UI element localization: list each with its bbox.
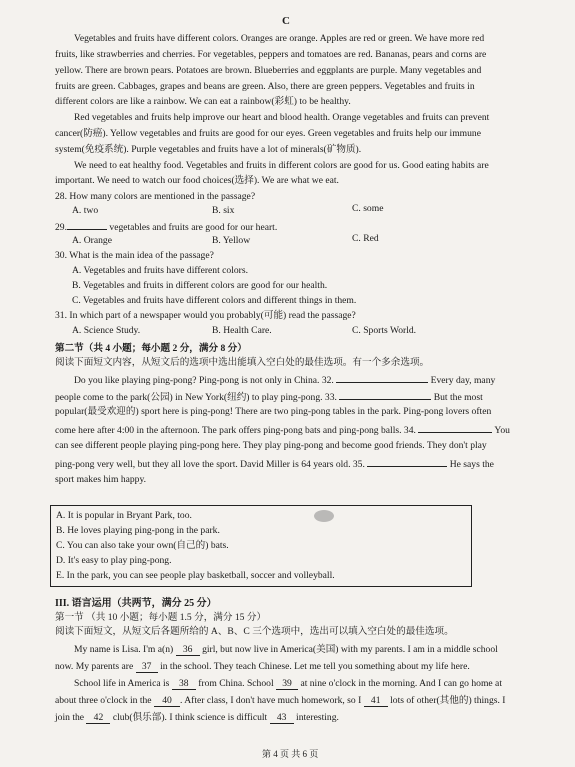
part3-line-1 [74, 644, 498, 656]
option-b[interactable]: B. He loves playing ping-pong in the park. [56, 525, 220, 536]
question-31: 31. In which part of a newspaper would you probably(可能) read the passage? [55, 310, 356, 321]
blank-38[interactable]: 38 [172, 679, 196, 690]
blank-32[interactable] [336, 373, 428, 383]
q28-option-c[interactable]: C. some [352, 203, 384, 214]
part3-text: at nine o'clock in the morning. And I can go home at [300, 678, 502, 689]
part3-text: girl, but now live in America(美国) with my parents. I am in a middle school [202, 644, 498, 655]
part3-line-3 [74, 678, 502, 690]
q29-option-b[interactable]: B. Yellow [212, 235, 251, 246]
part3-text: School life in America is [74, 678, 170, 689]
blank-42[interactable]: 42 [86, 713, 110, 724]
passage-line: Red vegetables and fruits help improve our heart and blood health. Orange vegetables and fruits can prevent [74, 112, 490, 123]
blank-41[interactable]: 41 [364, 696, 388, 707]
part3-line-2 [55, 661, 470, 673]
part3-line-5 [55, 712, 339, 724]
part3-text: . After class, I don't have much homework, so I [179, 695, 362, 706]
part3-text: about three o'clock in the [55, 695, 152, 706]
passage-line: cancer(防癌). Yellow vegetables and fruits are good for our eyes. Green vegetables and fruits help our immune [55, 128, 481, 139]
blank-43[interactable]: 43 [270, 713, 294, 724]
option-e[interactable]: E. In the park, you can see people play basketball, soccer and volleyball. [56, 570, 335, 581]
part2-text: He says the [449, 459, 494, 470]
part2-text: But the most [433, 392, 483, 403]
part2-text: You [494, 425, 510, 436]
part3-title: III. 语言运用（共两节，满分 25 分） [55, 598, 217, 609]
part2-title: 第二节（共 4 小题；每小题 2 分，满分 8 分） [55, 343, 247, 354]
part2-line-2 [55, 390, 483, 404]
question-29 [55, 220, 277, 234]
part3-line-4 [55, 695, 506, 707]
q29-blank[interactable] [67, 220, 107, 230]
option-a[interactable]: A. It is popular in Bryant Park, too. [56, 510, 192, 521]
section-letter: C [282, 15, 290, 27]
q31-option-c[interactable]: C. Sports World. [352, 325, 417, 336]
part3-text: lots of other(其他的) things. I [390, 695, 506, 706]
options-box [50, 505, 472, 587]
passage-line: system(免疫系统). Purple vegetables and fruits have a lot of minerals(矿物质). [55, 144, 362, 155]
part2-line-3: popular(最受欢迎的) sport here is ping-pong! There are two ping-pong tables in the park. Ping-pong lovers often [55, 406, 492, 417]
option-c[interactable]: C. You can also take your own(自己的) bats. [56, 540, 229, 551]
option-d[interactable]: D. It's easy to play ping-pong. [56, 555, 172, 566]
blank-35[interactable] [367, 457, 447, 467]
passage-line: fruits are green. Cabbages, grapes and beans are green. Also, there are green peppers. Vegetables and fruits in [55, 81, 475, 92]
page-footer: 第 4 页 共 6 页 [262, 749, 319, 759]
blank-40[interactable]: 40 [154, 696, 180, 707]
q30-option-b[interactable]: B. Vegetables and fruits in different colors are good for our health. [72, 280, 328, 291]
blank-39[interactable]: 39 [276, 679, 298, 690]
blank-34[interactable] [418, 423, 492, 433]
blank-37[interactable]: 37 [136, 662, 158, 673]
part2-text: Do you like playing ping-pong? Ping-pong is not only in China. 32. [74, 375, 334, 386]
passage-line: We need to eat healthy food. Vegetables and fruits in different colors are good for us. Good eating habits are [74, 160, 489, 171]
part3-text: interesting. [296, 712, 339, 723]
question-28: 28. How many colors are mentioned in the passage? [55, 191, 256, 202]
passage-line: important. We need to watch our food choices(选择). We are what we eat. [55, 175, 339, 186]
q31-option-b[interactable]: B. Health Care. [212, 325, 272, 336]
passage-line: fruits, like strawberries and cherries. For vegetables, peppers and tomatoes are red. Bananas, pears and corns are [55, 49, 487, 60]
part2-line-1 [74, 373, 495, 387]
q31-option-a[interactable]: A. Science Study. [72, 325, 141, 336]
part2-instruction: 阅读下面短文内容，从短文后的选项中选出能填入空白处的最佳选项。有一个多余选项。 [55, 357, 430, 368]
part2-line-7: sport makes him happy. [55, 474, 147, 485]
q29-stem: vegetables and fruits are good for our heart. [109, 222, 278, 233]
question-30: 30. What is the main idea of the passage? [55, 250, 214, 261]
part2-text: people come to the park(公园) in New York(纽约) to play ping-pong. 33. [55, 392, 337, 403]
part3-text: from China. School [198, 678, 274, 689]
passage-line: yellow. There are brown pears. Potatoes are brown. Blueberries and eggplants are purple. Many vegetables and [55, 65, 482, 76]
part3-text: club(俱乐部). I think science is difficult [112, 712, 268, 723]
part2-text: ping-pong very well, but they all love the sport. David Miller is 64 years old. 35. [55, 459, 365, 470]
part3-text: join the [55, 712, 85, 723]
passage-line: different colors are like a rainbow. We can eat a rainbow(彩虹) to be healthy. [55, 96, 351, 107]
part3-subtitle: 第一节 （共 10 小题；每小题 1.5 分，满分 15 分） [55, 612, 267, 623]
part2-text: Every day, many [430, 375, 496, 386]
blank-33[interactable] [339, 390, 431, 400]
part3-instruction: 阅读下面短文，从短文后各题所给的 A、B、C 三个选项中，选出可以填入空白处的最佳选项。 [55, 626, 454, 637]
q29-option-c[interactable]: C. Red [352, 233, 379, 244]
q30-option-c[interactable]: C. Vegetables and fruits have different colors and different things in them. [72, 295, 357, 306]
q28-option-a[interactable]: A. two [72, 205, 99, 216]
part3-text: in the school. They teach Chinese. Let me tell you something about my life here. [160, 661, 470, 672]
ink-smudge [314, 510, 334, 522]
blank-36[interactable]: 36 [176, 645, 200, 656]
q29-number: 29. [55, 222, 67, 233]
part2-line-6 [55, 457, 494, 471]
passage-line: Vegetables and fruits have different colors. Oranges are orange. Apples are red or green. We have more red [74, 33, 485, 44]
q29-option-a[interactable]: A. Orange [72, 235, 112, 246]
part3-text: My name is Lisa. I'm a(n) [74, 644, 174, 655]
part2-line-5: can see different people playing ping-pong here. They play ping-pong and become good friends. They don't play [55, 440, 487, 451]
q30-option-a[interactable]: A. Vegetables and fruits have different colors. [72, 265, 249, 276]
part2-text: come here after 4:00 in the afternoon. The park offers ping-pong bats and ping-pong balls. 34. [55, 425, 416, 436]
part2-line-4 [55, 423, 510, 437]
q28-option-b[interactable]: B. six [212, 205, 235, 216]
part3-text: now. My parents are [55, 661, 134, 672]
